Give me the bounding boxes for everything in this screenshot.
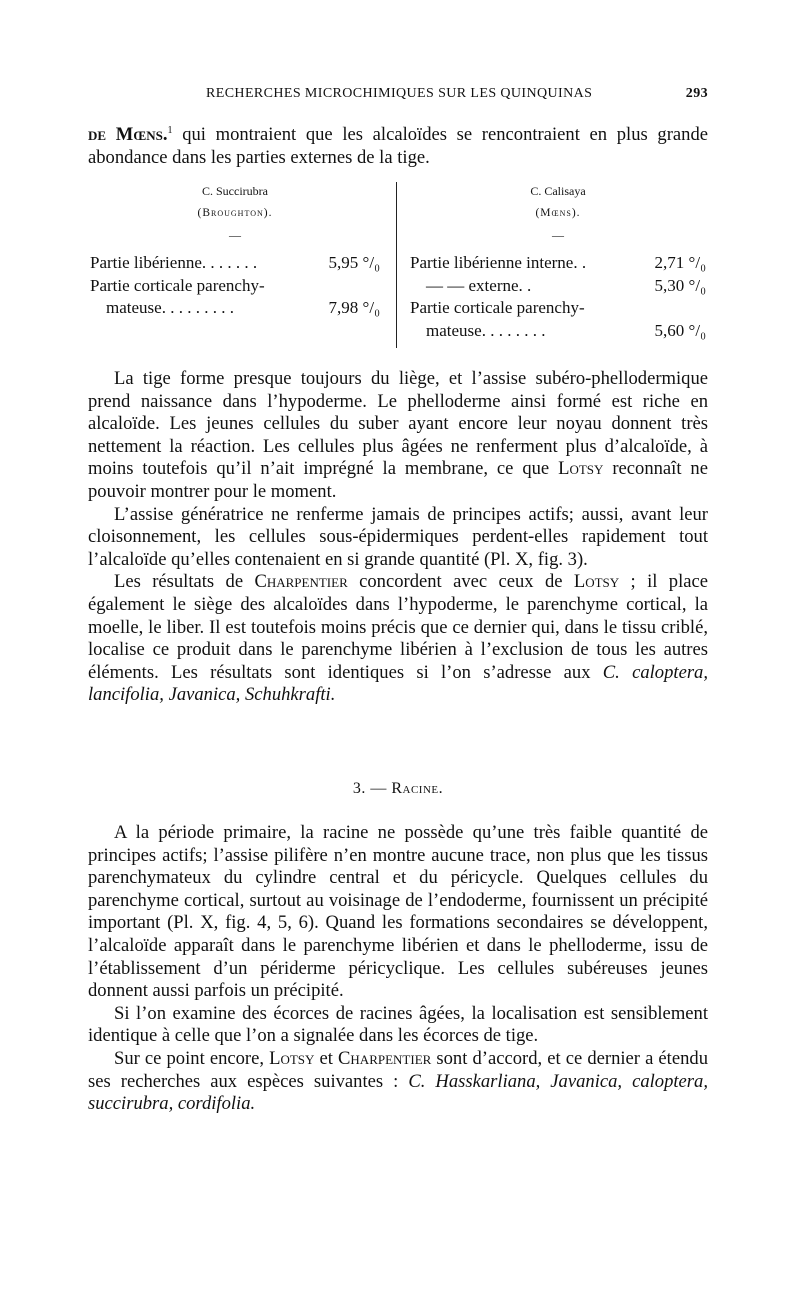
table-row: [90, 297, 380, 320]
row-value: 5,60 °/₀: [654, 320, 706, 340]
paragraph-text: sont d’accord, et ce dernier a étendu ses recherches aux espèces suivantes :: [88, 1047, 708, 1092]
paragraph-text: ; il place également le siège des alcaloïdes dans l’hypoderme, le parenchyme cortical, la moelle, le liber. Il est toutefois moins précis que ce dernier qui, dans le tissu criblé, localise ce produit dans le parenchyme libérien à l’exclusion de tous les autres éléments. Les résultats sont identiques si l’on s’adresse aux: [88, 571, 708, 683]
section-number: 3. —: [352, 780, 387, 797]
row-label: mateuse. . . . . . . .: [426, 320, 546, 340]
row-label: — — externe. .: [426, 275, 532, 295]
paragraph-text: et: [314, 1047, 339, 1069]
row-value: 7,98 °/₀: [328, 298, 380, 317]
table-row: [90, 252, 380, 275]
paragraph: A la période primaire, la racine ne possède qu’une très faible quantité de principes actifs; l’assise pilifère n’en montre aucune trace, non plus que les tissus parenchymateux du cylindre central et du péricycle. Quelques cellules du parenchyme cortical, surtout au voisinage de l’endoderme, fournissent un précipité important (Pl. X, fig. 4, 5, 6). Quand les formations secondaires se développent, l’alcaloïde apparaît dans le parenchyme libérien et dans le phelloderme, issu de l’établissement d’un périderme péricyclique. Les cellules subéreuses jeunes donnent aussi parfois un précipité.: [88, 822, 708, 1002]
footnote-marker: 1: [167, 125, 173, 136]
table-column-calisaya: [410, 180, 706, 342]
paragraph-text: Sur ce point encore,: [114, 1047, 270, 1069]
author-name: Lotsy: [558, 458, 604, 480]
column-authority: (Mœns).: [535, 207, 581, 219]
paragraph: [88, 1048, 708, 1116]
paragraph: L’assise génératrice ne renferme jamais de principes actifs; aussi, avant leur cloisonnement, les cellules sous-épidermiques perdent-elles rapidement tout l’alcaloïde qu’elles contenaient en si grande quantité (Pl. X, fig. 3).: [88, 503, 708, 570]
table-row: [90, 275, 380, 298]
table-column-succirubra: [90, 180, 380, 320]
row-label: Partie libérienne. . . . . . .: [90, 253, 258, 272]
paragraph: Si l’on examine des écorces de racines âgées, la localisation est sensiblement identique à celle que l’on a signalée dans les écorces de tige.: [88, 1002, 708, 1047]
row-label: Partie corticale parenchy-: [90, 275, 265, 295]
table-row: [410, 320, 706, 343]
paragraph-text: concordent avec ceux de: [347, 571, 574, 593]
row-label: mateuse. . . . . . . . .: [106, 298, 234, 317]
paragraph-text: reconnaît ne pouvoir montrer pour le moment.: [88, 458, 708, 502]
column-species: C. Calisaya: [530, 184, 586, 198]
paragraph-text: Les résultats de: [114, 571, 255, 593]
author-name: Lotsy: [269, 1047, 315, 1069]
row-label: Partie corticale parenchy-: [410, 298, 585, 317]
running-title: RECHERCHES MICROCHIMIQUES SUR LES QUINQUINAS: [206, 86, 593, 101]
column-dash: —: [229, 228, 241, 242]
column-species: C. Succirubra: [202, 184, 268, 198]
page-header: [88, 86, 708, 110]
section-heading: [88, 780, 708, 798]
paragraph-text: La tige forme presque toujours du liège, et l’assise subéro-phellodermique prend naissance dans l’hypoderme. Le phelloderme ainsi formé est riche en alcaloïde. Les jeunes cellules du suber ayant encore leur noyau donnent très nettement la réaction. Les cellules plus âgées ne renferment plus d’alcaloïde, à moins toutefois qu’il n’ait imprégné la membrane, ce que: [88, 368, 708, 480]
row-value: 2,71 °/₀: [654, 253, 706, 272]
table-row: [410, 275, 706, 298]
author-name: Charpentier: [338, 1047, 432, 1069]
page-number: 293: [685, 86, 708, 101]
author-name: de Mœns.: [88, 124, 168, 146]
column-dash: —: [552, 228, 564, 242]
stem-section-text: [88, 368, 708, 707]
species-list: C. Hasskarliana, Javanica, caloptera, succirubra, cordifolia.: [88, 1070, 708, 1115]
row-label: Partie libérienne interne. .: [410, 253, 587, 272]
row-value: 5,30 °/₀: [654, 275, 706, 295]
species-list: C. caloptera, lancifolia, Javanica, Schuhkrafti.: [88, 661, 708, 706]
author-name: Charpentier: [254, 571, 348, 593]
row-value: 5,95 °/₀: [328, 253, 380, 272]
section-title: Racine.: [391, 780, 444, 797]
table-row: [410, 297, 706, 320]
author-name: Lotsy: [573, 571, 620, 593]
paragraph: [88, 571, 708, 707]
root-section-text: [88, 822, 708, 1116]
column-divider: [396, 182, 397, 348]
alkaloid-comparison-table: [88, 180, 708, 350]
column-authority: (Broughton).: [197, 207, 273, 219]
paragraph: [88, 368, 708, 504]
intro-text: qui montraient que les alcaloïdes se rencontraient en plus grande abondance dans les parties externes de la tige.: [88, 124, 708, 168]
intro-paragraph: [88, 120, 708, 169]
table-row: [410, 252, 706, 275]
